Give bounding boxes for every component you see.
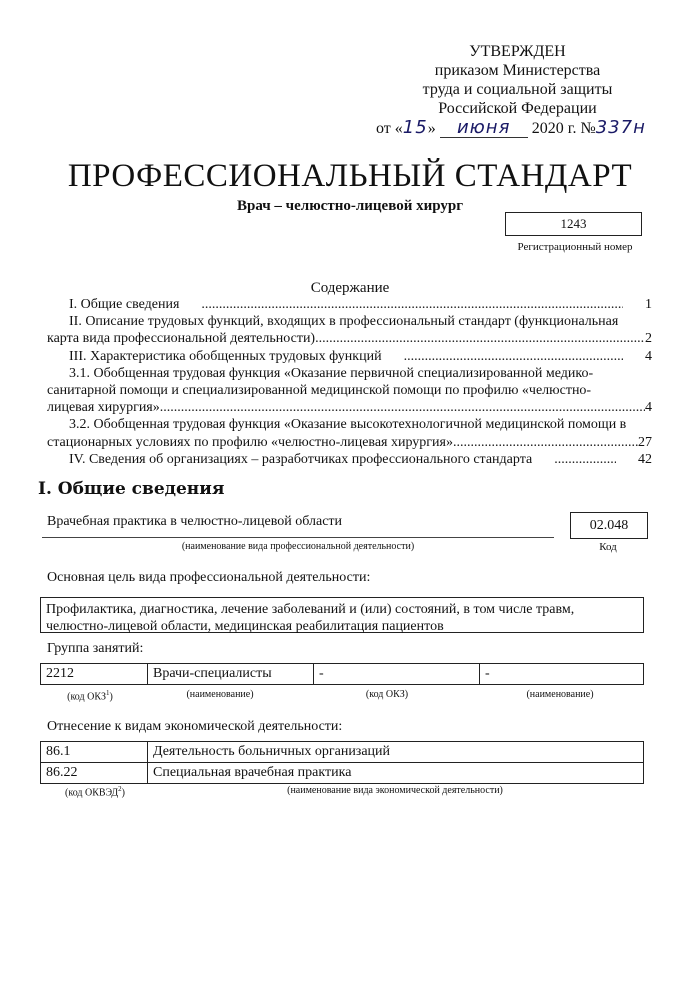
activity-name: Врачебная практика в челюстно-лицевой области: [47, 514, 343, 529]
goal-text: челюстно-лицевой области, медицинская реабилитация пациентов: [46, 619, 444, 634]
table-row: [41, 742, 644, 763]
toc-item[interactable]: I. Общие сведения ..... 1: [47, 296, 652, 313]
toc-item[interactable]: лицевая хирургия» ..... 4: [47, 399, 652, 416]
okz-code-caption: (код ОКЗ$^1$): [67, 689, 113, 703]
approval-line: УТВЕРЖДЕН: [469, 43, 566, 60]
goal-label: Основная цель вида профессиональной деятельности:: [47, 570, 371, 585]
code-caption: Код: [599, 541, 617, 553]
activity-underline: [42, 537, 554, 538]
toc-item[interactable]: карта вида профессиональной деятельности) ..... 2: [47, 330, 652, 347]
toc-item[interactable]: стационарных условиях по профилю «челюстно-лицевая хирургия» ..... 27: [47, 434, 652, 451]
order-number: 337н: [595, 117, 646, 138]
toc-item-line[interactable]: II. Описание трудовых функций, входящих в профессиональный стандарт (функциональная: [69, 314, 619, 330]
toc-item[interactable]: III. Характеристика обобщенных трудовых функций ..... 4: [47, 348, 652, 365]
approval-block: [370, 42, 665, 138]
toc-item-line[interactable]: 3.2. Обобщенная трудовая функция «Оказание высокотехнологичной медицинской помощи в: [69, 417, 627, 433]
section-heading: I. Общие сведения: [38, 479, 225, 499]
goal-box: [40, 597, 644, 633]
okz-name-cell: -: [480, 664, 644, 685]
activity-code: 02.048: [570, 512, 648, 539]
table-row: [41, 763, 644, 784]
okved-name-caption: (наименование вида экономической деятельности): [287, 785, 503, 796]
econ-table: [40, 741, 644, 784]
toc-item-line[interactable]: санитарной помощи и специализированной медицинской помощи по профилю «челюстно-: [47, 383, 592, 399]
approval-line: Российской Федерации: [438, 100, 597, 117]
okz-name-cell: Врачи-специалисты: [148, 664, 314, 685]
approval-line: труда и социальной защиты: [422, 81, 613, 98]
table-of-contents: [47, 296, 652, 468]
toc-item-line[interactable]: 3.1. Обобщенная трудовая функция «Оказание первичной специализированной медико-: [69, 365, 594, 381]
registration-label: Регистрационный номер: [517, 241, 633, 253]
okz-name-caption: (наименование): [186, 689, 254, 700]
goal-text: Профилактика, диагностика, лечение заболеваний и (или) состояний, в том числе травм,: [46, 602, 575, 617]
document-subtitle: Врач – челюстно-лицевой хирург: [236, 198, 464, 214]
okved-name-cell: Специальная врачебная практика: [148, 763, 644, 784]
okz-code-caption: (код ОКЗ): [365, 689, 409, 700]
okz-code-cell: 2212: [41, 664, 148, 685]
document-title: ПРОФЕССИОНАЛЬНЫЙ СТАНДАРТ: [67, 158, 633, 194]
okved-name-cell: Деятельность больничных организаций: [148, 742, 644, 763]
activity-caption: (наименование вида профессиональной деятельности): [181, 541, 415, 552]
order-day: 15: [402, 117, 428, 138]
econ-label: Отнесение к видам экономической деятельности:: [47, 719, 343, 734]
order-line: от «15» июня 2020 г. №337н: [376, 117, 646, 138]
group-label: Группа занятий:: [47, 641, 144, 656]
approval-line: приказом Министерства: [434, 62, 601, 79]
toc-title: Содержание: [310, 280, 390, 296]
order-month: июня: [440, 118, 528, 138]
okz-name-caption: (наименование): [526, 689, 594, 700]
registration-number: 1243: [505, 212, 642, 236]
okz-code-cell: -: [314, 664, 480, 685]
table-row: [41, 664, 644, 685]
toc-item[interactable]: IV. Сведения об организациях – разработчиках профессионального стандарта ..... 42: [47, 451, 652, 468]
okved-code-cell: 86.22: [41, 763, 148, 784]
okved-code-cell: 86.1: [41, 742, 148, 763]
occupation-table: [40, 663, 644, 685]
okved-code-caption: (код ОКВЭД$^2$): [65, 785, 125, 799]
